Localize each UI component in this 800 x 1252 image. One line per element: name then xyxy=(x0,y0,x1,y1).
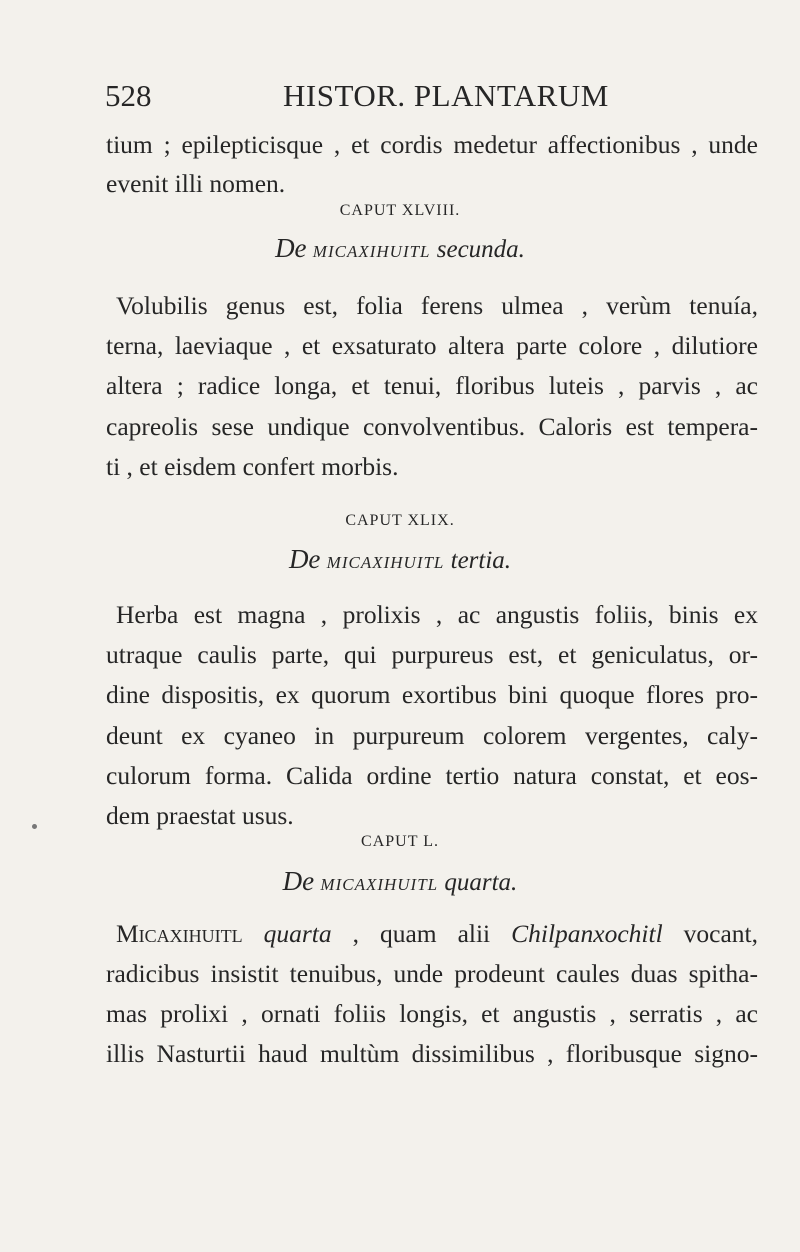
text-line: deunt ex cyaneo in purpureum colorem vergentes, caly- xyxy=(106,721,758,750)
text-line: mas prolixi , ornati foliis longis, et angustis , serratis , ac xyxy=(106,999,758,1028)
text-line: utraque caulis parte, qui purpureus est, et geniculatus, or- xyxy=(106,640,758,669)
subheading-de: De xyxy=(275,233,307,263)
text-line: terna, laeviaque , et exsaturato altera parte colore , dilutiore xyxy=(106,331,758,360)
running-title: HISTOR. PLANTARUM xyxy=(283,78,609,113)
text-line: Herba est magna , prolixis , ac angustis foliis, binis ex xyxy=(116,600,758,629)
run-in-ordinal: quarta xyxy=(263,919,332,948)
ink-speck xyxy=(32,824,37,829)
text-line: illis Nasturtii haud multùm dissimilibus , floribusque signo- xyxy=(106,1039,758,1068)
chapter-heading: CAPUT XLIX. xyxy=(345,512,455,529)
text-line: culorum forma. Calida ordine tertio natura constat, et eos- xyxy=(106,761,758,790)
chapter-heading: CAPUT XLVIII. xyxy=(339,202,461,219)
text-line: dine dispositis, ex quorum exortibus bini quoque flores pro- xyxy=(106,680,758,709)
text-fragment: vocant, xyxy=(683,919,759,948)
text-line: tium ; epilepticisque , et cordis medetur affectionibus , unde xyxy=(106,130,758,159)
subheading-ordinal: quarta. xyxy=(444,869,518,896)
page-header xyxy=(0,78,800,118)
subheading-de: De xyxy=(288,544,321,574)
text-line: altera ; radice longa, et tenui, floribus luteis , parvis , ac xyxy=(106,371,758,400)
page-number: 528 xyxy=(105,78,152,113)
text-line: radicibus insistit tenuibus, unde prodeunt caules duas spitha- xyxy=(106,959,758,988)
run-in-plant-name: Micaxihuitl xyxy=(116,919,243,948)
text-line: ti , et eisdem confert morbis. xyxy=(106,452,399,481)
subheading-plant-name: MICAXIHUITL xyxy=(326,553,445,572)
text-fragment: , quam alii xyxy=(352,919,491,948)
chapter-heading: CAPUT L. xyxy=(361,833,439,850)
chapter-subheading xyxy=(0,233,800,264)
text-line: capreolis sese undique convolventibus. Caloris est tempera- xyxy=(106,412,758,441)
text-line: evenit illi nomen. xyxy=(106,169,286,198)
subheading-plant-name: MICAXIHUITL xyxy=(320,875,439,894)
synonym-name: Chilpanxochitl xyxy=(511,919,663,948)
subheading-plant-name: MICAXIHUITL xyxy=(312,242,431,261)
text-line: dem praestat usus. xyxy=(106,801,294,830)
text-line xyxy=(116,917,758,951)
chapter-subheading xyxy=(0,866,800,897)
chapter-subheading xyxy=(0,544,800,575)
text-line: Volubilis genus est, folia ferens ulmea , verùm tenuía, xyxy=(116,291,758,320)
subheading-ordinal: tertia. xyxy=(450,547,512,574)
subheading-de: De xyxy=(282,866,315,896)
subheading-ordinal: secunda. xyxy=(436,236,525,263)
